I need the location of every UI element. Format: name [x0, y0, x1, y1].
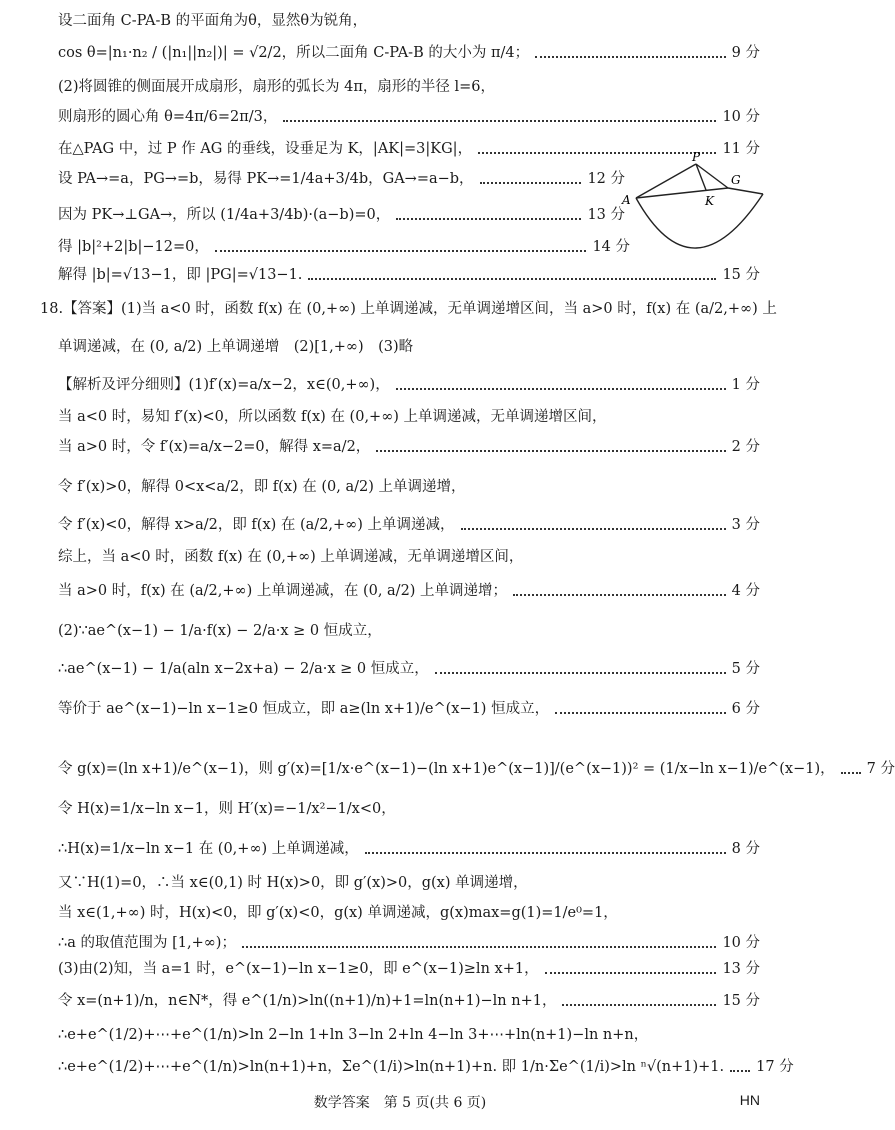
score: 15 分 — [722, 993, 760, 1010]
text-line: 解得 |b|=√13−1，即 |PG|=√13−1. 15 分 — [58, 267, 760, 284]
score: 4 分 — [731, 583, 760, 600]
score: 12 分 — [587, 171, 625, 188]
score: 11 分 — [722, 141, 760, 158]
score: 13 分 — [587, 207, 625, 224]
text-line: ∴H(x)=1/x−ln x−1 在 (0,+∞) 上单调递减， 8 分 — [58, 841, 760, 858]
label-k: K — [705, 194, 714, 208]
text-line: 又∵H(1)=0，∴当 x∈(0,1) 时 H(x)>0，即 g′(x)>0，g(x) 单调递增， — [58, 875, 528, 892]
text-line: 设 PA→=a，PG→=b，易得 PK→=1/4a+3/4b，GA→=a−b， 12 分 — [58, 171, 625, 188]
text-line: 综上，当 a<0 时，函数 f(x) 在 (0,+∞) 上单调递减，无单调递增区间， — [58, 549, 524, 566]
sector-diagram — [618, 150, 768, 260]
text-line: 令 H(x)=1/x−ln x−1，则 H′(x)=−1/x²−1/x<0， — [58, 801, 396, 818]
label-a: A — [622, 193, 631, 207]
score: 1 分 — [731, 377, 760, 394]
score: 10 分 — [722, 109, 760, 126]
score: 9 分 — [731, 45, 760, 62]
text-line: 令 f′(x)>0，解得 0<x<a/2，即 f(x) 在 (0, a/2) 上单调递增， — [58, 479, 466, 496]
text-line: 单调递减，在 (0, a/2) 上单调递增 (2)[1,+∞) (3)略 — [58, 339, 414, 356]
text-line: 当 x∈(1,+∞) 时，H(x)<0，即 g′(x)<0，g(x) 单调递减，g(x)max=g(1)=1/e⁰=1， — [58, 905, 618, 922]
text-line: 则扇形的圆心角 θ=4π/6=2π/3， 10 分 — [58, 109, 760, 126]
text-line: cos θ=|n₁·n₂ / (|n₁||n₂|)| = √2/2，所以二面角 C-PA-B 的大小为 π/4； 9 分 — [58, 45, 760, 62]
text-line: 得 |b|²+2|b|−12=0， 14 分 — [58, 239, 630, 256]
text-line: (3)由(2)知，当 a=1 时，e^(x−1)−ln x−1≥0，即 e^(x−1)≥ln x+1， 13 分 — [58, 961, 760, 978]
text-line: ∴ae^(x−1) − 1/a(aln x−2x+a) − 2/a·x ≥ 0 恒成立， 5 分 — [58, 661, 760, 678]
sector-arc — [636, 194, 763, 248]
text-line: 等价于 ae^(x−1)−ln x−1≥0 恒成立，即 a≥(ln x+1)/e^(x−1) 恒成立， 6 分 — [58, 701, 760, 718]
segment-g-edge — [728, 188, 763, 194]
region-code: HN — [739, 1092, 760, 1108]
text-line: 在△PAG 中，过 P 作 AG 的垂线，设垂足为 K，|AK|=3|KG|， 11 分 — [58, 141, 760, 158]
text-line: ∴e+e^(1/2)+⋯+e^(1/n)>ln 2−ln 1+ln 3−ln 2+ln 4−ln 3+⋯+ln(n+1)−ln n+n， — [58, 1027, 649, 1044]
answer-heading: 18.【答案】(1)当 a<0 时，函数 f(x) 在 (0,+∞) 上单调递减，无单调递增区间，当 a>0 时，f(x) 在 (a/2,+∞) 上 — [40, 301, 777, 318]
page-footer — [0, 1092, 800, 1116]
text-line: 当 a<0 时，易知 f′(x)<0，所以函数 f(x) 在 (0,+∞) 上单调递减，无单调递增区间， — [58, 409, 607, 426]
text-line: ∴a 的取值范围为 [1,+∞)； 10 分 — [58, 935, 760, 952]
score: 14 分 — [592, 239, 630, 256]
score: 15 分 — [722, 267, 760, 284]
score: 10 分 — [722, 935, 760, 952]
text-line: 当 a>0 时，f(x) 在 (a/2,+∞) 上单调递减，在 (0, a/2) 上单调递增； 4 分 — [58, 583, 760, 600]
text-line: ∴e+e^(1/2)+⋯+e^(1/n)>ln(n+1)+n，Σe^(1/i)>ln(n+1)+n. 即 1/n·Σe^(1/i)>ln ⁿ√(n+1)+1. 17 分 — [58, 1059, 794, 1076]
label-p: P — [692, 150, 701, 164]
text-line: (2)将圆锥的侧面展开成扇形，扇形的弧长为 4π，扇形的半径 l=6， — [58, 79, 496, 96]
text-line: (2)∵ae^(x−1) − 1/a·f(x) − 2/a·x ≥ 0 恒成立， — [58, 623, 382, 640]
score: 17 分 — [756, 1059, 794, 1076]
text-line: 令 g(x)=(ln x+1)/e^(x−1)，则 g′(x)=[1/x·e^(x−1)−(ln x+1)e^(x−1)]/(e^(x−1))² = (1/x−ln x−1)/e^(x−1)， 7 分 — [58, 761, 895, 778]
text-line: 当 a>0 时，令 f′(x)=a/x−2=0，解得 x=a/2， 2 分 — [58, 439, 760, 456]
text-line: 【解析及评分细则】(1)f′(x)=a/x−2，x∈(0,+∞)， 1 分 — [58, 377, 760, 394]
score: 7 分 — [866, 761, 895, 778]
score: 2 分 — [731, 439, 760, 456]
score: 8 分 — [731, 841, 760, 858]
score: 6 分 — [731, 701, 760, 718]
text-line: 令 f′(x)<0，解得 x>a/2，即 f(x) 在 (a/2,+∞) 上单调递减， 3 分 — [58, 517, 760, 534]
text-line: 设二面角 C-PA-B 的平面角为θ，显然θ为锐角， — [58, 13, 368, 30]
score: 3 分 — [731, 517, 760, 534]
score: 5 分 — [731, 661, 760, 678]
page-number: 数学答案 第 5 页(共 6 页) — [313, 1095, 487, 1111]
score: 13 分 — [722, 961, 760, 978]
text-line: 因为 PK→⊥GA→，所以 (1/4a+3/4b)·(a−b)=0， 13 分 — [58, 207, 625, 224]
label-g: G — [731, 173, 741, 187]
text-line: 令 x=(n+1)/n，n∈N*，得 e^(1/n)>ln((n+1)/n)+1=ln(n+1)−ln n+1， 15 分 — [58, 993, 760, 1010]
